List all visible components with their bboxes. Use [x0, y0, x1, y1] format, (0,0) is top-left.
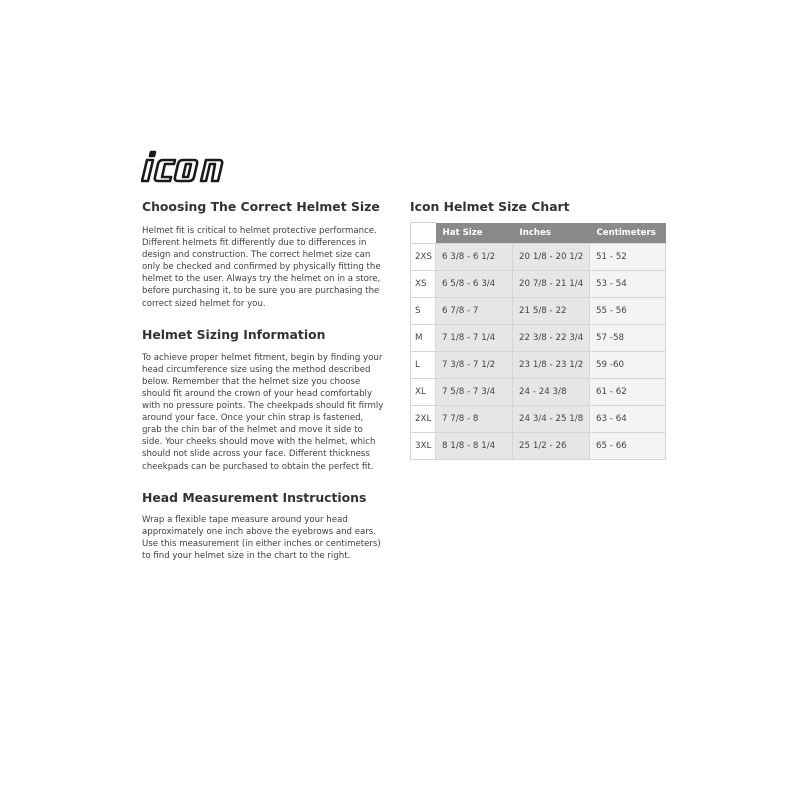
centimeters-cell: 63 - 64	[590, 406, 666, 433]
inches-cell: 24 - 24 3/8	[513, 379, 590, 406]
table-row	[411, 352, 666, 379]
header-centimeters: Centimeters	[590, 223, 666, 244]
header-blank-cell	[411, 223, 436, 244]
hat-size-cell: 6 5/8 - 6 3/4	[436, 271, 513, 298]
hat-size-cell: 7 3/8 - 7 1/2	[436, 352, 513, 379]
inches-cell: 20 7/8 - 21 1/4	[513, 271, 590, 298]
hat-size-cell: 7 1/8 - 7 1/4	[436, 325, 513, 352]
table-row	[411, 406, 666, 433]
size-label: M	[411, 325, 436, 352]
inches-cell: 24 3/4 - 25 1/8	[513, 406, 590, 433]
section-title-head-measurement: Head Measurement Instructions	[142, 489, 367, 505]
size-label: XS	[411, 271, 436, 298]
table-row	[411, 325, 666, 352]
size-chart-header-row	[411, 223, 666, 244]
header-inches: Inches	[513, 223, 590, 244]
size-chart-title: Icon Helmet Size Chart	[410, 199, 570, 214]
table-row	[411, 244, 666, 271]
size-label: XL	[411, 379, 436, 406]
table-row	[411, 271, 666, 298]
size-label: S	[411, 298, 436, 325]
centimeters-cell: 65 - 66	[590, 433, 666, 460]
section-title-choosing-size: Choosing The Correct Helmet Size	[142, 199, 380, 214]
section-body-choosing-size: Helmet fit is critical to helmet protective performance. Different helmets fit differently due to differences in design and construction. The correct helmet size can only be checked and confirmed by physically fitting the helmet to the user. Always try the helmet on in a store, before purchasing it, to be sure you are purchasing the correct sized helmet for you.	[142, 226, 381, 309]
size-chart-table	[410, 222, 666, 460]
hat-size-cell: 6 3/8 - 6 1/2	[436, 244, 513, 271]
inches-cell: 21 5/8 - 22	[513, 298, 590, 325]
hat-size-cell: 7 5/8 - 7 3/4	[436, 379, 513, 406]
hat-size-cell: 8 1/8 - 8 1/4	[436, 433, 513, 460]
centimeters-cell: 59 -60	[590, 352, 666, 379]
table-row	[411, 298, 666, 325]
section-body-sizing-information: To achieve proper helmet fitment, begin by finding your head circumference size using the method described below. Remember that the helmet size you choose should fit around the crown of your head comfortably with no pressure points. The cheekpads should fit firmly around your face. Once your chin strap is fastened, grab the chin bar of the helmet and move it side to side. Your cheeks should move with the helmet, which should not slide across your face. Different thickness cheekpads can be purchased to obtain the perfect fit.	[142, 352, 384, 472]
size-chart-column	[410, 198, 666, 460]
inches-cell: 22 3/8 - 22 3/4	[513, 325, 590, 352]
hat-size-cell: 6 7/8 - 7	[436, 298, 513, 325]
inches-cell: 23 1/8 - 23 1/2	[513, 352, 590, 379]
centimeters-cell: 51 - 52	[590, 244, 666, 271]
icon-brand-logo	[141, 150, 259, 184]
section-body-head-measurement: Wrap a flexible tape measure around your head approximately one inch above the eyebrows and ears. Use this measurement (in either inches or centimeters) to find your helmet size in the chart to the right.	[142, 514, 381, 561]
header-hat-size: Hat Size	[436, 223, 513, 244]
size-label: 3XL	[411, 433, 436, 460]
centimeters-cell: 55 - 56	[590, 298, 666, 325]
helmet-info-column	[142, 198, 384, 562]
centimeters-cell: 53 - 54	[590, 271, 666, 298]
size-label: 2XL	[411, 406, 436, 433]
centimeters-cell: 61 - 62	[590, 379, 666, 406]
section-title-sizing-information: Helmet Sizing Information	[142, 326, 326, 342]
table-row	[411, 433, 666, 460]
centimeters-cell: 57 -58	[590, 325, 666, 352]
table-row	[411, 379, 666, 406]
size-label: L	[411, 352, 436, 379]
size-label: 2XS	[411, 244, 436, 271]
inches-cell: 25 1/2 - 26	[513, 433, 590, 460]
hat-size-cell: 7 7/8 - 8	[436, 406, 513, 433]
inches-cell: 20 1/8 - 20 1/2	[513, 244, 590, 271]
